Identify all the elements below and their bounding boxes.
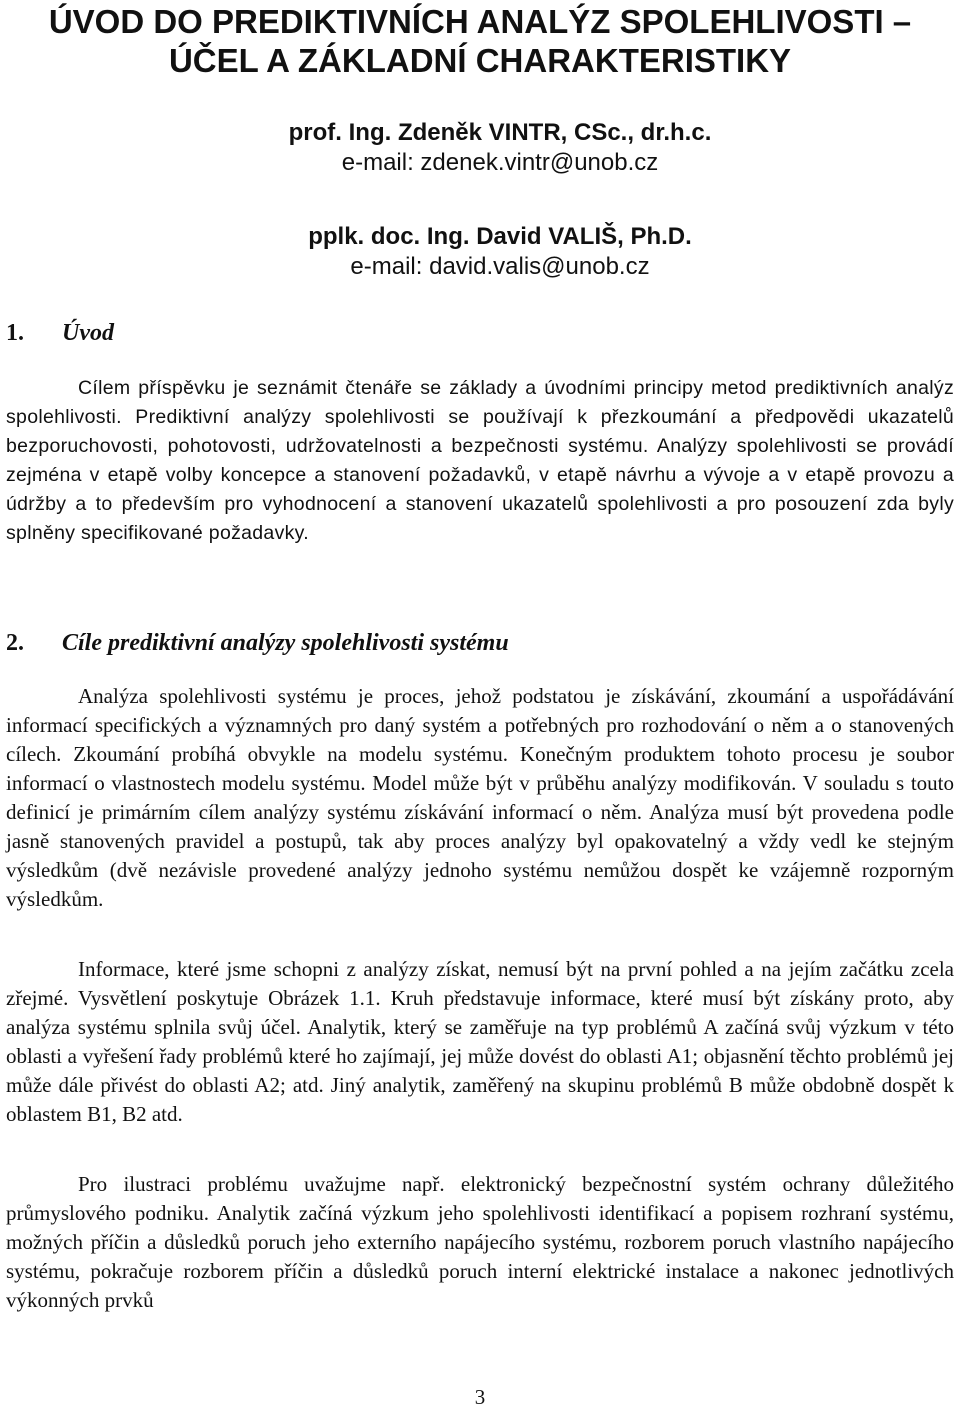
section-1-number: 1. [6,320,24,346]
section-1-title: Úvod [62,320,114,346]
section-2-paragraph-1: Analýza spolehlivosti systému je proces, jehož podstatou je získávání, zkoumání a uspořádávání informací specifických a významných pro daný systém a potřebných pro rozhodování o něm a o stanovených cílech. Zkoumání probíhá obvykle na modelu systému. Konečným produktem tohoto procesu je soubor informací o vlastnostech modelu systému. Model může být v průběhu analýzy modifikován. V souladu s touto definicí je primárním cílem analýzy systému získávání informací o něm. Analýza musí být provedena podle jasně stanovených pravidel a postupů, tak aby proces analýzy byl opakovatelný a vždy vedl ke stejným výsledkům (dvě nezávisle provedené analýzy jednoho systému nemůžou dospět ke vzájemně rozporným výsledkům. [6,684,954,911]
section-2-number: 2. [6,630,24,656]
author-1-name: prof. Ing. Zdeněk VINTR, CSc., dr.h.c. [288,119,712,146]
section-1-paragraph-1: Cílem příspěvku je seznámit čtenáře se základy a úvodními principy metod prediktivních analýz spolehlivosti. Prediktivní analýzy spolehlivosti se používají k přezkoumání a předpovědi ukazatelů bezporuchovosti, pohotovosti, udržovatelnosti a bezpečnosti systému. Analýzy spolehlivosti se provádí zejména v etapě volby koncepce a stanovení požadavků, v etapě návrhu a vývoje a v etapě provozu a údržby a to především pro vyhodnocení a stanovení ukazatelů spolehlivosti a pro posouzení zda byly splněny specifikované požadavky. [6,377,954,544]
paper-title [0,2,960,80]
author-1-email: e-mail: zdenek.vintr@unob.cz [341,149,659,176]
page-number: 3 [474,1385,486,1409]
author-2-name: pplk. doc. Ing. David VALIŠ, Ph.D. [308,223,692,250]
section-2-paragraph-2: Informace, které jsme schopni z analýzy získat, nemusí být na první pohled a na jejím začátku zcela zřejmé. Vysvětlení poskytuje Obrázek 1.1. Kruh představuje informace, které musí být získány proto, aby analýza systému splnila svůj účel. Analytik, který se zaměřuje na typ problémů A začíná svůj výzkum v této oblasti a vyřešení řady problémů které ho zajímají, jej může dovést do oblasti A1; objasnění těchto problémů jej může dále přivést do oblasti A2; atd. Jiný analytik, zaměřený na skupinu problémů B může obdobně dospět k oblastem B1, B2 atd. [6,957,954,1126]
title-line-2: ÚČEL A ZÁKLADNÍ CHARAKTERISTIKY [168,42,792,79]
section-2-title: Cíle prediktivní analýzy spolehlivosti systému [62,630,509,656]
section-2-paragraph-3: Pro ilustraci problému uvažujme např. elektronický bezpečnostní systém ochrany důležitého průmyslového podniku. Analytik začíná výzkum jeho spolehlivosti identifikací a popisem rozhraní systému, možných příčin a důsledků poruch jeho externího napájecího systému, rozborem poruch vlastního napájecího systému, pokračuje rozborem příčin a důsledků poruch interní elektrické instalace a nakonec jednotlivých výkonných prvků [6,1172,954,1312]
title-line-1: ÚVOD DO PREDIKTIVNÍCH ANALÝZ SPOLEHLIVOSTI – [48,3,912,40]
section-2-heading [6,630,509,657]
author-2-email: e-mail: david.valis@unob.cz [350,253,650,280]
section-1-heading [6,320,114,347]
